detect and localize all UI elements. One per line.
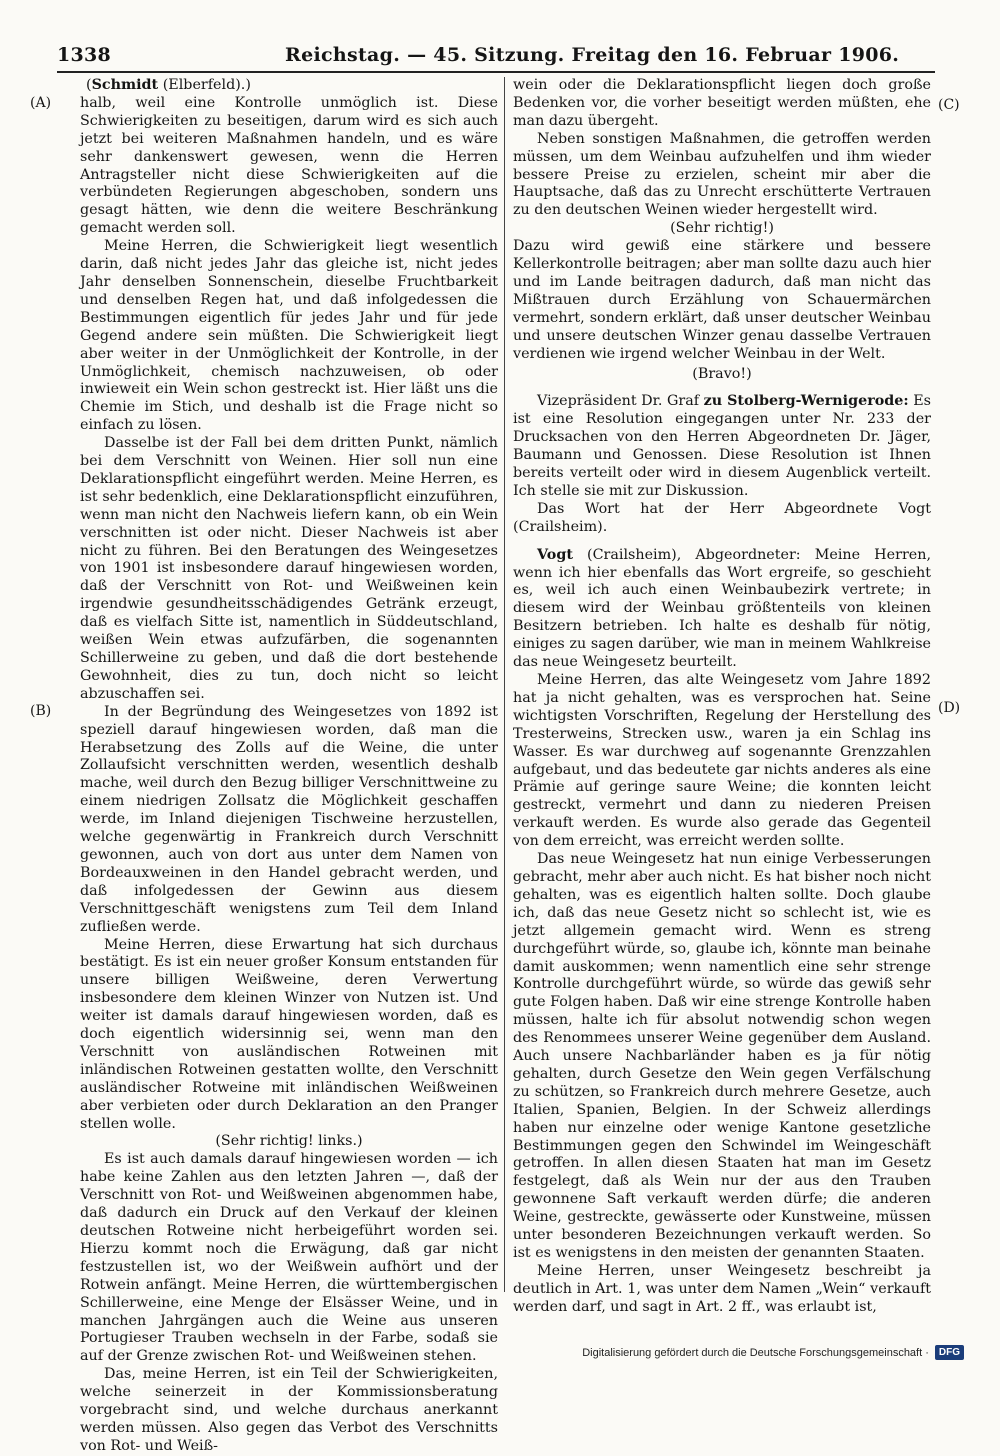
dfg-logo: DFG <box>935 1345 964 1360</box>
digitization-credit <box>582 1345 964 1360</box>
paragraph: Neben sonstigen Maßnahmen, die getroffen werden müssen, um dem Weinbau aufzuhelfen und ihm wieder bessere Preise zu erzielen, scheint mir aber die Hauptsache, daß das zu Unrecht erschütterte Vertrauen zu den deutschen Weinen wieder hergestellt wird. <box>513 130 931 219</box>
credit-text: Digitalisierung gefördert durch die Deutsche Forschungsgemeinschaft · <box>582 1346 929 1359</box>
vicepresident-name: zu Stolberg-Wernigerode: <box>703 393 909 410</box>
interjection: (Sehr richtig!) <box>670 220 774 237</box>
left-column <box>80 77 498 1456</box>
margin-marker-c: (C) <box>938 97 960 113</box>
paragraph: Das Wort hat der Herr Abgeordnete Vogt (Crailsheim). <box>513 500 931 535</box>
margin-marker-b: (B) <box>30 703 52 719</box>
paragraph: Dasselbe ist der Fall bei dem dritten Punkt, nämlich bei dem Verschnitt von Weinen. Hier soll nun eine Deklarationspflicht eingeführt werden. Meine Herren, es ist sehr bedenklich, eine Deklarationspflicht einzuführen, wenn man nicht den Nachweis liefern kann, ob ein Wein verschnitten ist oder nicht. Dieser Nachweis ist aber nicht zu führen. Bei den Beratungen des Weingesetzes von 1901 ist insbesondere darauf hingewiesen worden, daß der Verschnitt von Rot- und Weißweinen kein irgendwie gesundheitsschädigendes Getränk erzeugt, daß es vielfach Sitte ist, namentlich in Süddeutschland, weißen Wein etwas aufzufärben, die sogenannten Schillerweine zu geben, und daß die dort bestehende Gewohnheit, dies zu tun, doch nicht so leicht abzuschaffen sei. <box>80 435 498 702</box>
interjection: (Bravo!) <box>692 365 752 382</box>
interjection: (Sehr richtig! links.) <box>215 1133 363 1150</box>
speaker-place: (Elberfeld).) <box>158 77 251 93</box>
margin-marker-d: (D) <box>938 700 961 716</box>
paragraph: In der Begründung des Weingesetzes von 1892 ist speziell darauf hingewiesen worden, daß man die Herabsetzung des Zolls auf die Weine, die unter Zollaufsicht verschnitten werden, wesentlich deshalb mache, weil durch den Bezug billiger Verschnittweine zu einem niedrigen Zollsatz die Möglichkeit geschaffen werde, im Inland diejenigen Tischweine herzustellen, welche gegenwärtig in Frankreich durch Verschnitt gewonnen, auch von dort aus unter dem Namen von Bordeauxweinen in den Handel gebracht werden, und daß infolgedessen der Gewinn aus diesem Verschnittgeschäft wenigstens zum Teil dem Inland zufließen werde. <box>80 703 498 935</box>
paren-open: ( <box>86 77 92 93</box>
paragraph: Meine Herren, diese Erwartung hat sich durchaus bestätigt. Es ist ein neuer großer Konsum entstanden für unsere billigen Weißweine, deren Verwertung insbesondere dem kleinen Winzer von Nutzen ist. Und weiter ist damals darauf hingewiesen worden, daß es doch eigentlich widersinnig sei, wenn man den Verschnitt von ausländischen Rotweinen mit inländischen Rotweinen gestatten wollte, den Verschnitt ausländischer Rotweine mit inländischen Weißweinen aber verbieten oder durch Deklaration an den Pranger stellen wolle. <box>80 936 498 1132</box>
paragraph: halb, weil eine Kontrolle unmöglich ist. Diese Schwierigkeiten zu beseitigen, darum wird es sich auch jetzt bei weiteren Maßnahmen handeln, und es wäre sehr dankenswert gewesen, wenn die Herren Antragsteller nicht diese Schwierigkeiten auf die verbündeten Regierungen abgeschoben, sondern uns gesagt hätten, wie denn die weitere Beschränkung gemacht werden soll. <box>80 94 498 237</box>
paragraph: Meine Herren, die Schwierigkeit liegt wesentlich darin, daß nicht jedes Jahr das gleiche ist, nicht jedes Jahr denselben Sonnenschein, dieselbe Fruchtbarkeit und denselben Regen hat, und daß infolgedessen die Bestimmungen eigentlich für jedes Jahr und für jede Gegend andere sein müßten. Die Schwierigkeit liegt aber weiter in der Unmöglichkeit der Kontrolle, in der Unmöglichkeit, chemisch nachzuweisen, ob oder inwieweit ein Wein schon gestreckt ist. Hier läßt uns die Chemie im Stich, und deshalb ist die Frage nicht so einfach zu lösen. <box>80 238 498 434</box>
vicepresident-title: Vizepräsident Dr. Graf <box>537 393 704 410</box>
paragraph: Dazu wird gewiß eine stärkere und bessere Kellerkontrolle beitragen; aber man sollte dazu auch hier und im Lande beitragen dadurch, daß man nicht das Mißtrauen durch Erzählung von Schauermärchen vermehrt, sondern erklärt, daß unser deutscher Weinbau und unsere deutschen Winzer genau dasselbe Vertrauen verdienen wie irgend welcher Weinbau in der Welt. <box>513 238 931 362</box>
paragraph: Meine Herren, unser Weingesetz beschreibt ja deutlich in Art. 1, was unter dem Namen „Wein“ verkauft werden darf, und sagt in Art. 2 ff., was erlaubt ist, <box>513 1262 931 1315</box>
running-title: Reichstag. — 45. Sitzung. Freitag den 16. Februar 1906. <box>285 44 900 66</box>
speaker-continuation <box>86 77 498 95</box>
paragraph: Es ist auch damals darauf hingewiesen worden — ich habe keine Zahlen aus den letzten Jahren —, daß der Verschnitt von Rot- und Weißweinen abgenommen habe, daß dadurch ein Druck auf den Verkauf der kleinen deutschen Rotweine nicht herbeigeführt worden sei. Hierzu kommt noch die Erwägung, daß gar nicht festzustellen ist, wo der Weißwein aufhört und der Rotwein anfängt. Meine Herren, die württembergischen Schillerweine, eine Menge der Elsässer Weine, und in manchen Jahrgängen auch die Weine aus unseren Portugieser Trauben wechseln in der Farbe, sodaß sie auf der Grenze zwischen Rot- und Weißweinen stehen. <box>80 1151 498 1365</box>
vicepresident-text: Es ist eine Resolution eingegangen unter Nr. 233 der Drucksachen von den Herren Abgeordneten Dr. Jäger, Baumann und Genossen. Diese Resolution ist Ihnen bereits verteilt oder wird in diesem Augenblick verteilt. Ich stelle sie mit zur Diskussion. <box>513 393 931 499</box>
paragraph: Meine Herren, das alte Weingesetz vom Jahre 1892 hat ja nicht gehalten, was es versprochen hat. Seine wichtigsten Vorschriften, Regelung der Herstellung des Tresterweins, Strecken usw., waren ja ein Schlag ins Wasser. Es war durchweg auf sogenannte Grenzzahlen aufgebaut, und das bedeutete gar nichts anderes als eine Prämie auf geringe saure Weine; die konnten leicht gestreckt, vermehrt und dann zu niederen Preisen verkauft werden. Es wurde also gerade das Gegenteil von dem erreicht, was erreicht werden sollte. <box>513 672 931 850</box>
margin-marker-a: (A) <box>30 95 52 111</box>
column-divider <box>504 77 505 1292</box>
vicepresident-statement <box>513 393 931 500</box>
paragraph: Das neue Weingesetz hat nun einige Verbesserungen gebracht, mehr aber auch nicht. Es hat bisher noch nicht gehalten, was es eigentlich halten sollte. Doch glaube ich, daß das neue Gesetz nicht so schlecht ist, wie es jetzt allgemein gemacht wird. Wenn es streng durchgeführt würde, so, glaube ich, könnte man beinahe damit auskommen; wenn namentlich eine sehr strenge Kontrolle durchgeführt würde, so würde das gewiß sehr gute Folgen haben. Daß wir eine strenge Kontrolle haben müssen, halte ich für absolut notwendig schon wegen des Renommees unserer Weine gegenüber dem Ausland. Auch unsere Nachbarländer haben es ja für nötig gehalten, durch Gesetze den Wein gegen Verfälschung zu schützen, so Frankreich durch mehrere Gesetze, auch Italien, Spanien, Belgien. In der Schweiz allerdings haben nur einzelne oder wenige Kantone gesetzliche Bestimmungen gegen den Schwindel im Weingeschäft getroffen. In allen diesen Staaten hat man im Gesetz festgelegt, daß als Wein nur der aus den Trauben gewonnene Saft verkauft werden dürfe; die anderen Weine, gestreckte, gewässerte oder Kunstweine, müssen unter besonderen Bezeichnungen verkauft werden. So ist es wenigstens in den meisten der genannten Staaten. <box>513 851 931 1261</box>
page-number: 1338 <box>57 44 112 66</box>
speaker-name: Schmidt <box>91 77 159 93</box>
speaker-name-vogt: Vogt <box>537 546 573 563</box>
speaker-text: (Crailsheim), Abgeordneter: Meine Herren, wenn ich hier ebenfalls das Wort ergreife, so geschieht es, weil ich auch einen Weinbaubezirk vertrete; in diesem wird der Weinbau größtenteils von kleinen Besitzern betrieben. Ich halte es deshalb für nötig, einiges zu sagen darüber, wie man in meinem Wahlkreise das neue Weingesetz beurteilt. <box>513 546 931 671</box>
header-rule <box>57 71 935 73</box>
paragraph: Das, meine Herren, ist ein Teil der Schwierigkeiten, welche seinerzeit in der Kommissionsberatung vorgebracht sind, und welche durchaus anerkannt werden müssen. Also gegen das Verbot des Verschnitts von Rot- und Weiß- <box>80 1366 498 1454</box>
right-column <box>513 77 931 1317</box>
paragraph: wein oder die Deklarationspflicht liegen doch große Bedenken vor, die vorher beseitigt werden müßten, ehe man dazu übergeht. <box>513 77 931 129</box>
speaker-statement <box>513 547 931 672</box>
